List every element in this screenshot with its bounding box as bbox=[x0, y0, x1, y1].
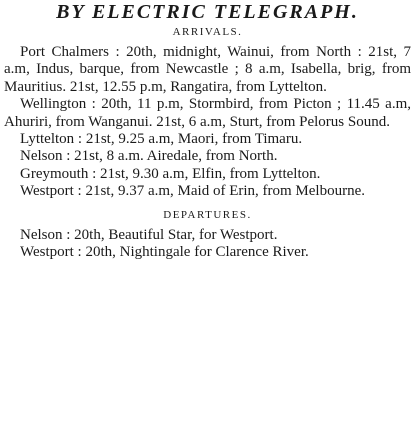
entry-text: : 21st, 8 a.m. Airedale, from North. bbox=[66, 148, 278, 165]
entry-place: Port Chalmers bbox=[20, 44, 109, 60]
departures-section bbox=[4, 207, 411, 262]
entry-place: Westport bbox=[20, 244, 74, 261]
arrivals-section bbox=[4, 24, 411, 201]
entry-text: : 21st, 9.30 a.m, Elfin, from Lyttelton. bbox=[92, 165, 321, 182]
arrival-entry bbox=[4, 148, 411, 165]
entry-place: Nelson bbox=[20, 226, 63, 243]
column-heading: BY ELECTRIC TELEGRAPH. bbox=[56, 1, 359, 23]
entry-text: : 20th, Nightingale for Clarence River. bbox=[77, 244, 309, 261]
entry-place: Westport bbox=[20, 183, 74, 200]
arrival-entry bbox=[4, 96, 411, 131]
entry-place: Nelson bbox=[20, 148, 63, 165]
entry-place: Wellington bbox=[20, 96, 87, 113]
arrival-entry bbox=[4, 131, 411, 148]
arrivals-title: ARRIVALS. bbox=[172, 26, 243, 38]
departures-title: DEPARTURES. bbox=[163, 208, 252, 221]
entry-text: : 20th, midnight, Wainui, from North : 21st, 7 a.m, Indus, barque, from Newcastle ; 8 a.m, Isabella, brig, from Mauritius. 21st, 12.55 p.m, Rangatira, from Lyttelton. bbox=[4, 44, 411, 95]
departure-entry bbox=[4, 227, 411, 244]
arrival-entry bbox=[4, 44, 411, 96]
arrival-entry bbox=[4, 183, 411, 200]
entry-text: : 20th, Beautiful Star, for Westport. bbox=[66, 226, 278, 243]
entry-text: : 21st, 9.25 a.m, Maori, from Timaru. bbox=[77, 131, 303, 148]
entry-text: : 20th, 11 p.m, Stormbird, from Picton ; 11.45 a.m, Ahuriri, from Wanganui. 21st, 6 a.m, Sturt, from Pelorus Sound. bbox=[4, 96, 411, 130]
entry-text: : 21st, 9.37 a.m, Maid of Erin, from Melbourne. bbox=[77, 183, 366, 200]
entry-place: Greymouth bbox=[20, 165, 89, 182]
arrival-entry bbox=[4, 166, 411, 183]
departure-entry bbox=[4, 244, 411, 261]
entry-place: Lyttelton bbox=[20, 131, 75, 148]
